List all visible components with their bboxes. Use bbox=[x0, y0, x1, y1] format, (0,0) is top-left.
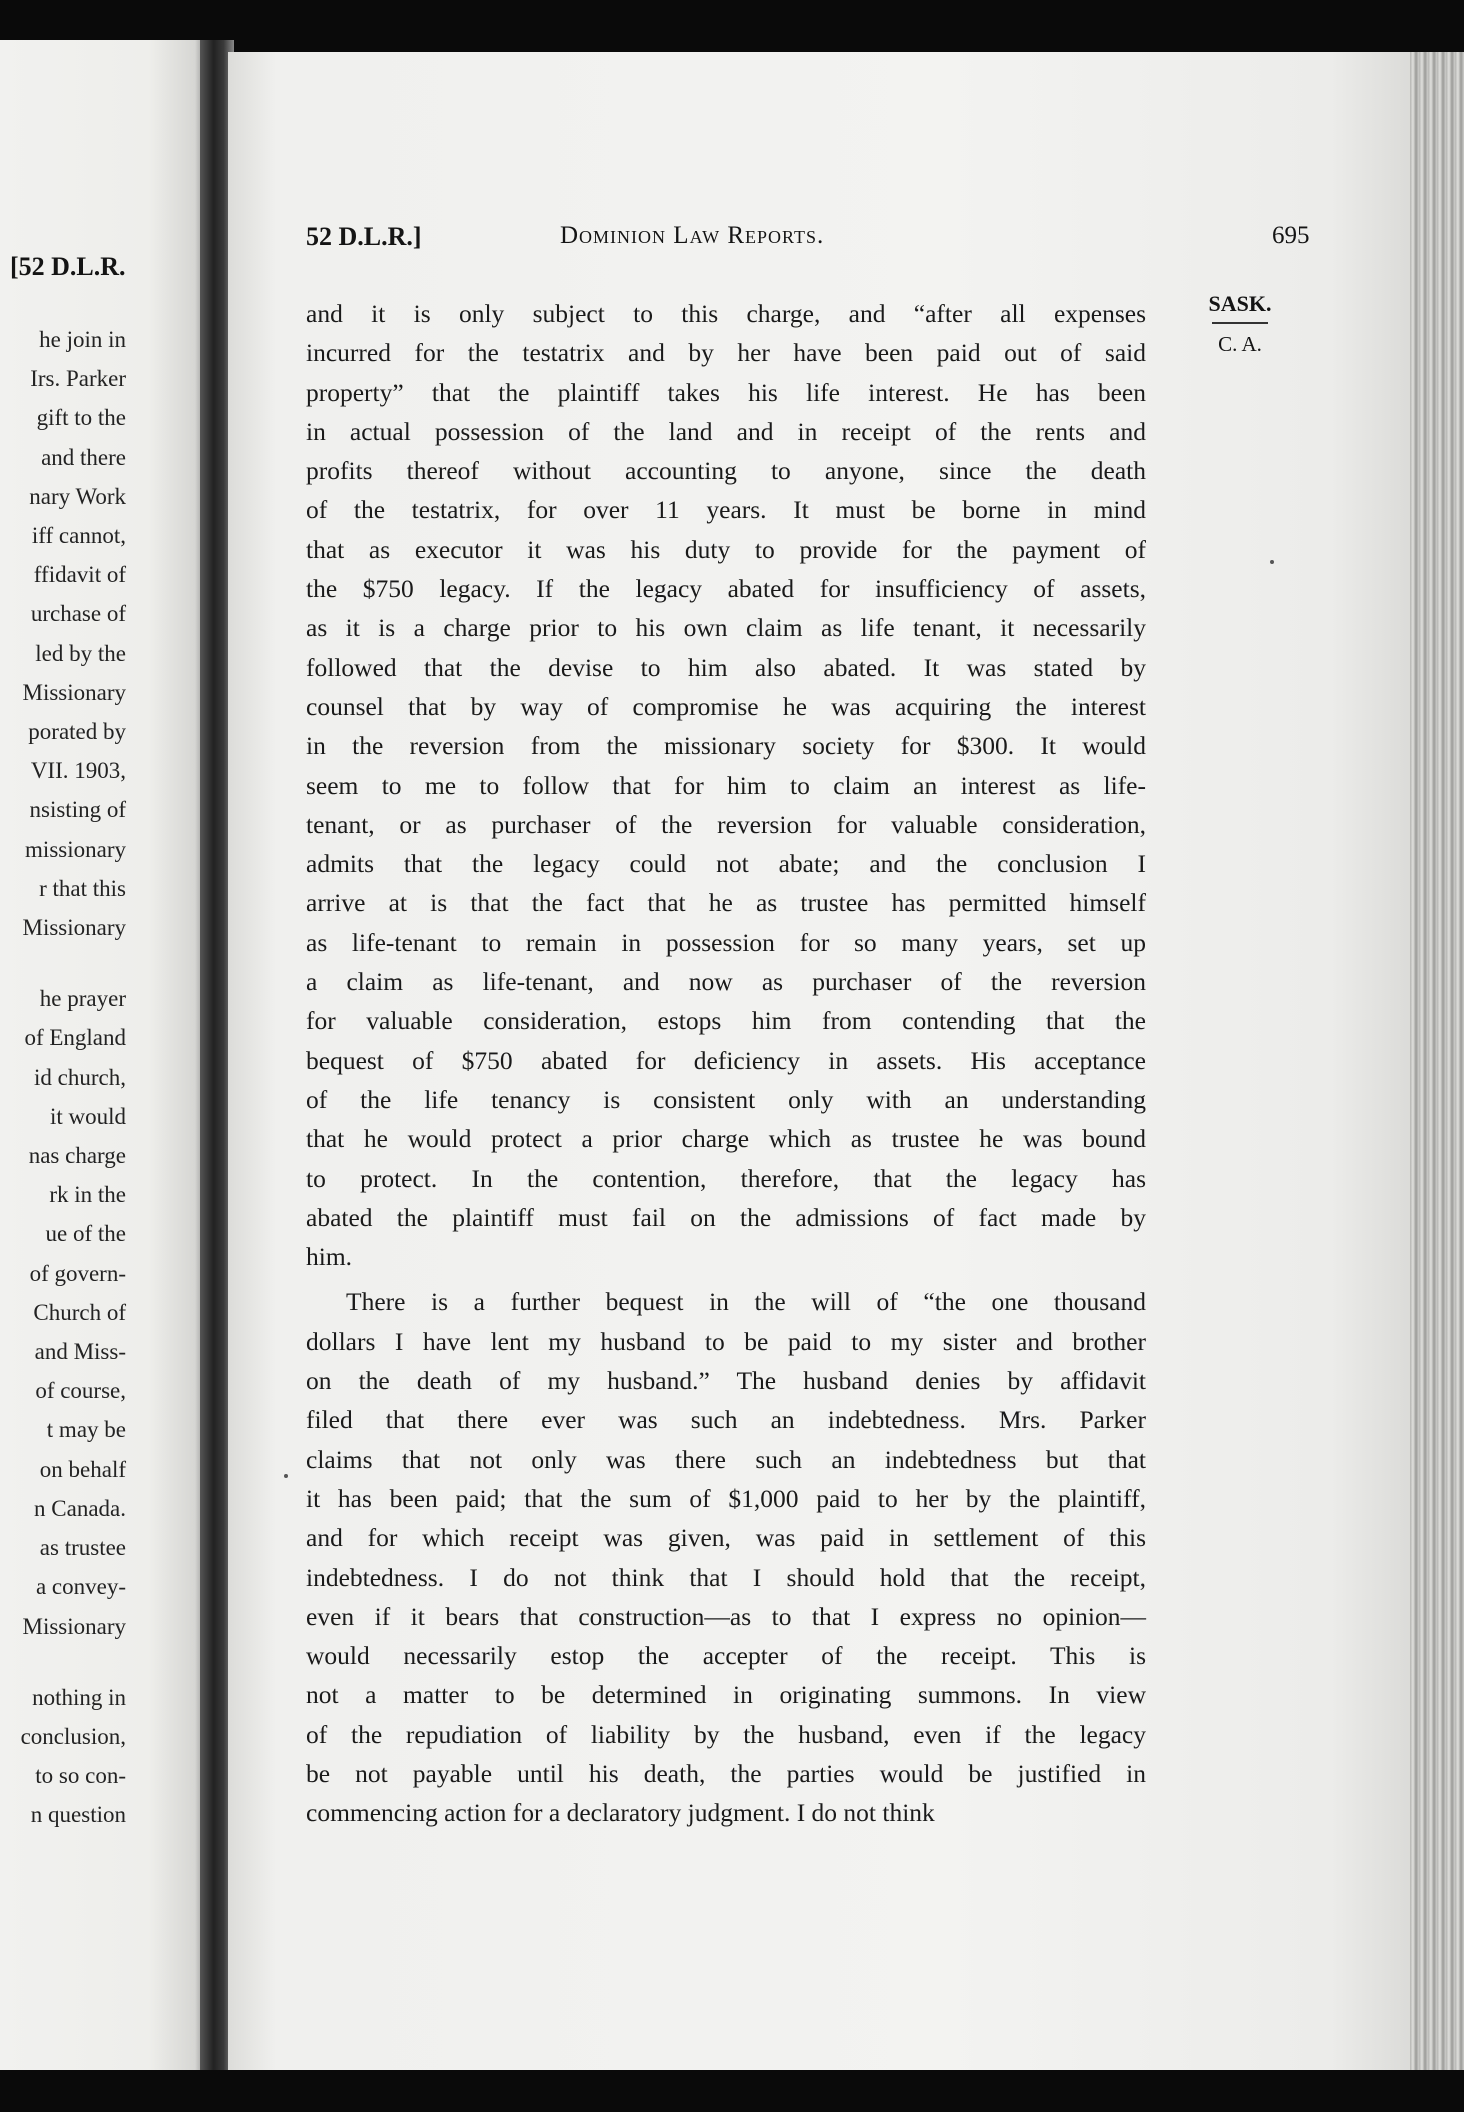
left-page-line: it would bbox=[49, 1103, 126, 1129]
body-line: There is a further bequest in the will of “the one thousand bbox=[346, 1287, 1146, 1317]
left-page-line: Missionary bbox=[22, 679, 126, 705]
body-line: commencing action for a declaratory judgment. I do not think bbox=[306, 1798, 935, 1828]
body-line: of the life tenancy is consistent only with an understanding bbox=[306, 1084, 1146, 1114]
page-edges bbox=[1410, 52, 1464, 2082]
left-page-line: nothing in bbox=[32, 1684, 126, 1710]
body-line: of the testatrix, for over 11 years. It must be borne in mind bbox=[306, 495, 1146, 525]
body-line: for valuable consideration, estops him from contending that the bbox=[306, 1006, 1146, 1036]
body-line: filed that there ever was such an indebtedness. Mrs. Parker bbox=[306, 1405, 1146, 1435]
body-line: the $750 legacy. If the legacy abated for insufficiency of assets, bbox=[306, 574, 1146, 604]
left-page-line: Church of bbox=[33, 1299, 126, 1325]
left-page-line: nsisting of bbox=[29, 797, 126, 823]
left-page-line: ue of the bbox=[45, 1221, 126, 1247]
body-line: that he would protect a prior charge which as trustee he was bound bbox=[306, 1124, 1146, 1154]
left-page-line: to so con- bbox=[35, 1763, 126, 1789]
body-line: and it is only subject to this charge, and “after all expenses bbox=[306, 299, 1146, 328]
body-line: him. bbox=[306, 1242, 353, 1272]
running-head-volume: 52 D.L.R.] bbox=[306, 222, 422, 251]
left-page-line: nary Work bbox=[29, 483, 126, 509]
left-page-text bbox=[0, 320, 126, 1835]
body-line: of the repudiation of liability by the husband, even if the legacy bbox=[306, 1719, 1146, 1749]
left-page-line: missionary bbox=[25, 836, 126, 862]
body-line: claims that not only was there such an indebtedness but that bbox=[306, 1444, 1146, 1474]
left-page-line: conclusion, bbox=[20, 1723, 126, 1749]
scan-bottom-border bbox=[0, 2070, 1464, 2112]
page-number: 695 bbox=[1272, 222, 1310, 249]
body-line: bequest of $750 abated for deficiency in assets. His acceptance bbox=[306, 1045, 1146, 1075]
body-line: arrive at is that the fact that he as trustee has permitted himself bbox=[306, 888, 1146, 918]
body-line: seem to me to follow that for him to claim an interest as life- bbox=[306, 770, 1146, 800]
body-line: tenant, or as purchaser of the reversion for valuable consideration, bbox=[306, 809, 1146, 839]
left-page-line: of course, bbox=[35, 1378, 126, 1404]
body-line: property” that the plaintiff takes his life interest. He has been bbox=[306, 377, 1146, 407]
left-page-line: gift to the bbox=[36, 405, 126, 431]
left-page-line: id church, bbox=[34, 1064, 126, 1090]
left-page-line: a convey- bbox=[35, 1574, 126, 1600]
left-page-line: Missionary bbox=[22, 915, 126, 941]
body-line: not a matter to be determined in originating summons. In view bbox=[306, 1680, 1146, 1710]
body-line: as it is a charge prior to his own claim as life tenant, it necessarily bbox=[306, 613, 1146, 643]
speck bbox=[284, 1474, 288, 1478]
left-page-line: r that this bbox=[39, 875, 126, 901]
body-text bbox=[306, 294, 1146, 1833]
left-page-line: of England bbox=[24, 1025, 126, 1051]
left-page-line: n question bbox=[30, 1802, 126, 1828]
body-line: profits thereof without accounting to anyone, since the death bbox=[306, 456, 1146, 486]
left-page-line: iff cannot, bbox=[31, 523, 126, 549]
body-line: followed that the devise to him also abated. It was stated by bbox=[306, 652, 1146, 682]
running-head-title: Dominion Law Reports. bbox=[560, 222, 825, 249]
speck bbox=[1270, 560, 1274, 564]
body-line: in the reversion from the missionary society for $300. It would bbox=[306, 731, 1146, 761]
left-page-line: n Canada. bbox=[34, 1495, 126, 1521]
body-line: admits that the legacy could not abate; and the conclusion I bbox=[306, 849, 1146, 879]
margin-note-province: SASK. bbox=[1208, 291, 1272, 316]
left-page-line: he prayer bbox=[39, 986, 126, 1012]
left-page-line: of govern- bbox=[29, 1260, 126, 1286]
left-page-line: and Miss- bbox=[34, 1339, 126, 1365]
left-page-line: t may be bbox=[46, 1417, 126, 1443]
left-page-line: rk in the bbox=[49, 1182, 126, 1208]
left-page-line: led by the bbox=[35, 640, 126, 666]
left-page-line: he join in bbox=[39, 327, 126, 352]
body-line: and for which receipt was given, was paid in settlement of this bbox=[306, 1523, 1146, 1553]
body-line: would necessarily estop the accepter of the receipt. This is bbox=[306, 1641, 1146, 1671]
body-line: dollars I have lent my husband to be paid to my sister and brother bbox=[306, 1326, 1146, 1356]
body-line: it has been paid; that the sum of $1,000 paid to her by the plaintiff, bbox=[306, 1483, 1146, 1513]
body-line: even if it bears that construction—as to that I express no opinion— bbox=[306, 1601, 1146, 1631]
left-page-line: urchase of bbox=[30, 601, 126, 627]
body-line: abated the plaintiff must fail on the admissions of fact made by bbox=[306, 1202, 1146, 1232]
margin-note bbox=[1206, 290, 1274, 358]
body-line: in actual possession of the land and in receipt of the rents and bbox=[306, 416, 1146, 446]
left-page-line: VII. 1903, bbox=[30, 758, 126, 784]
margin-note-rule bbox=[1212, 322, 1268, 324]
body-line: be not payable until his death, the parties would be justified in bbox=[306, 1758, 1146, 1788]
body-line: counsel that by way of compromise he was acquiring the interest bbox=[306, 691, 1146, 721]
body-line: to protect. In the contention, therefore, that the legacy has bbox=[306, 1163, 1146, 1193]
left-page-line: and there bbox=[41, 444, 126, 470]
left-facing-page bbox=[0, 40, 212, 2080]
body-line: on the death of my husband.” The husband denies by affidavit bbox=[306, 1366, 1146, 1396]
body-line: as life-tenant to remain in possession for so many years, set up bbox=[306, 927, 1146, 957]
left-page-line: as trustee bbox=[39, 1535, 126, 1561]
margin-note-court: C. A. bbox=[1218, 332, 1262, 356]
left-page-line: Irs. Parker bbox=[30, 366, 126, 392]
body-line: that as executor it was his duty to provide for the payment of bbox=[306, 534, 1146, 564]
body-line: incurred for the testatrix and by her have been paid out of said bbox=[306, 338, 1146, 368]
left-page-line: on behalf bbox=[39, 1456, 126, 1482]
left-page-line: nas charge bbox=[28, 1143, 126, 1169]
left-page-running-head: [52 D.L.R. bbox=[10, 252, 126, 281]
body-line: a claim as life-tenant, and now as purchaser of the reversion bbox=[306, 967, 1146, 997]
left-page-line: porated by bbox=[28, 719, 126, 745]
left-page-line: Missionary bbox=[22, 1613, 126, 1639]
left-page-line: ffidavit of bbox=[33, 562, 126, 588]
body-line: indebtedness. I do not think that I should hold that the receipt, bbox=[306, 1562, 1146, 1592]
